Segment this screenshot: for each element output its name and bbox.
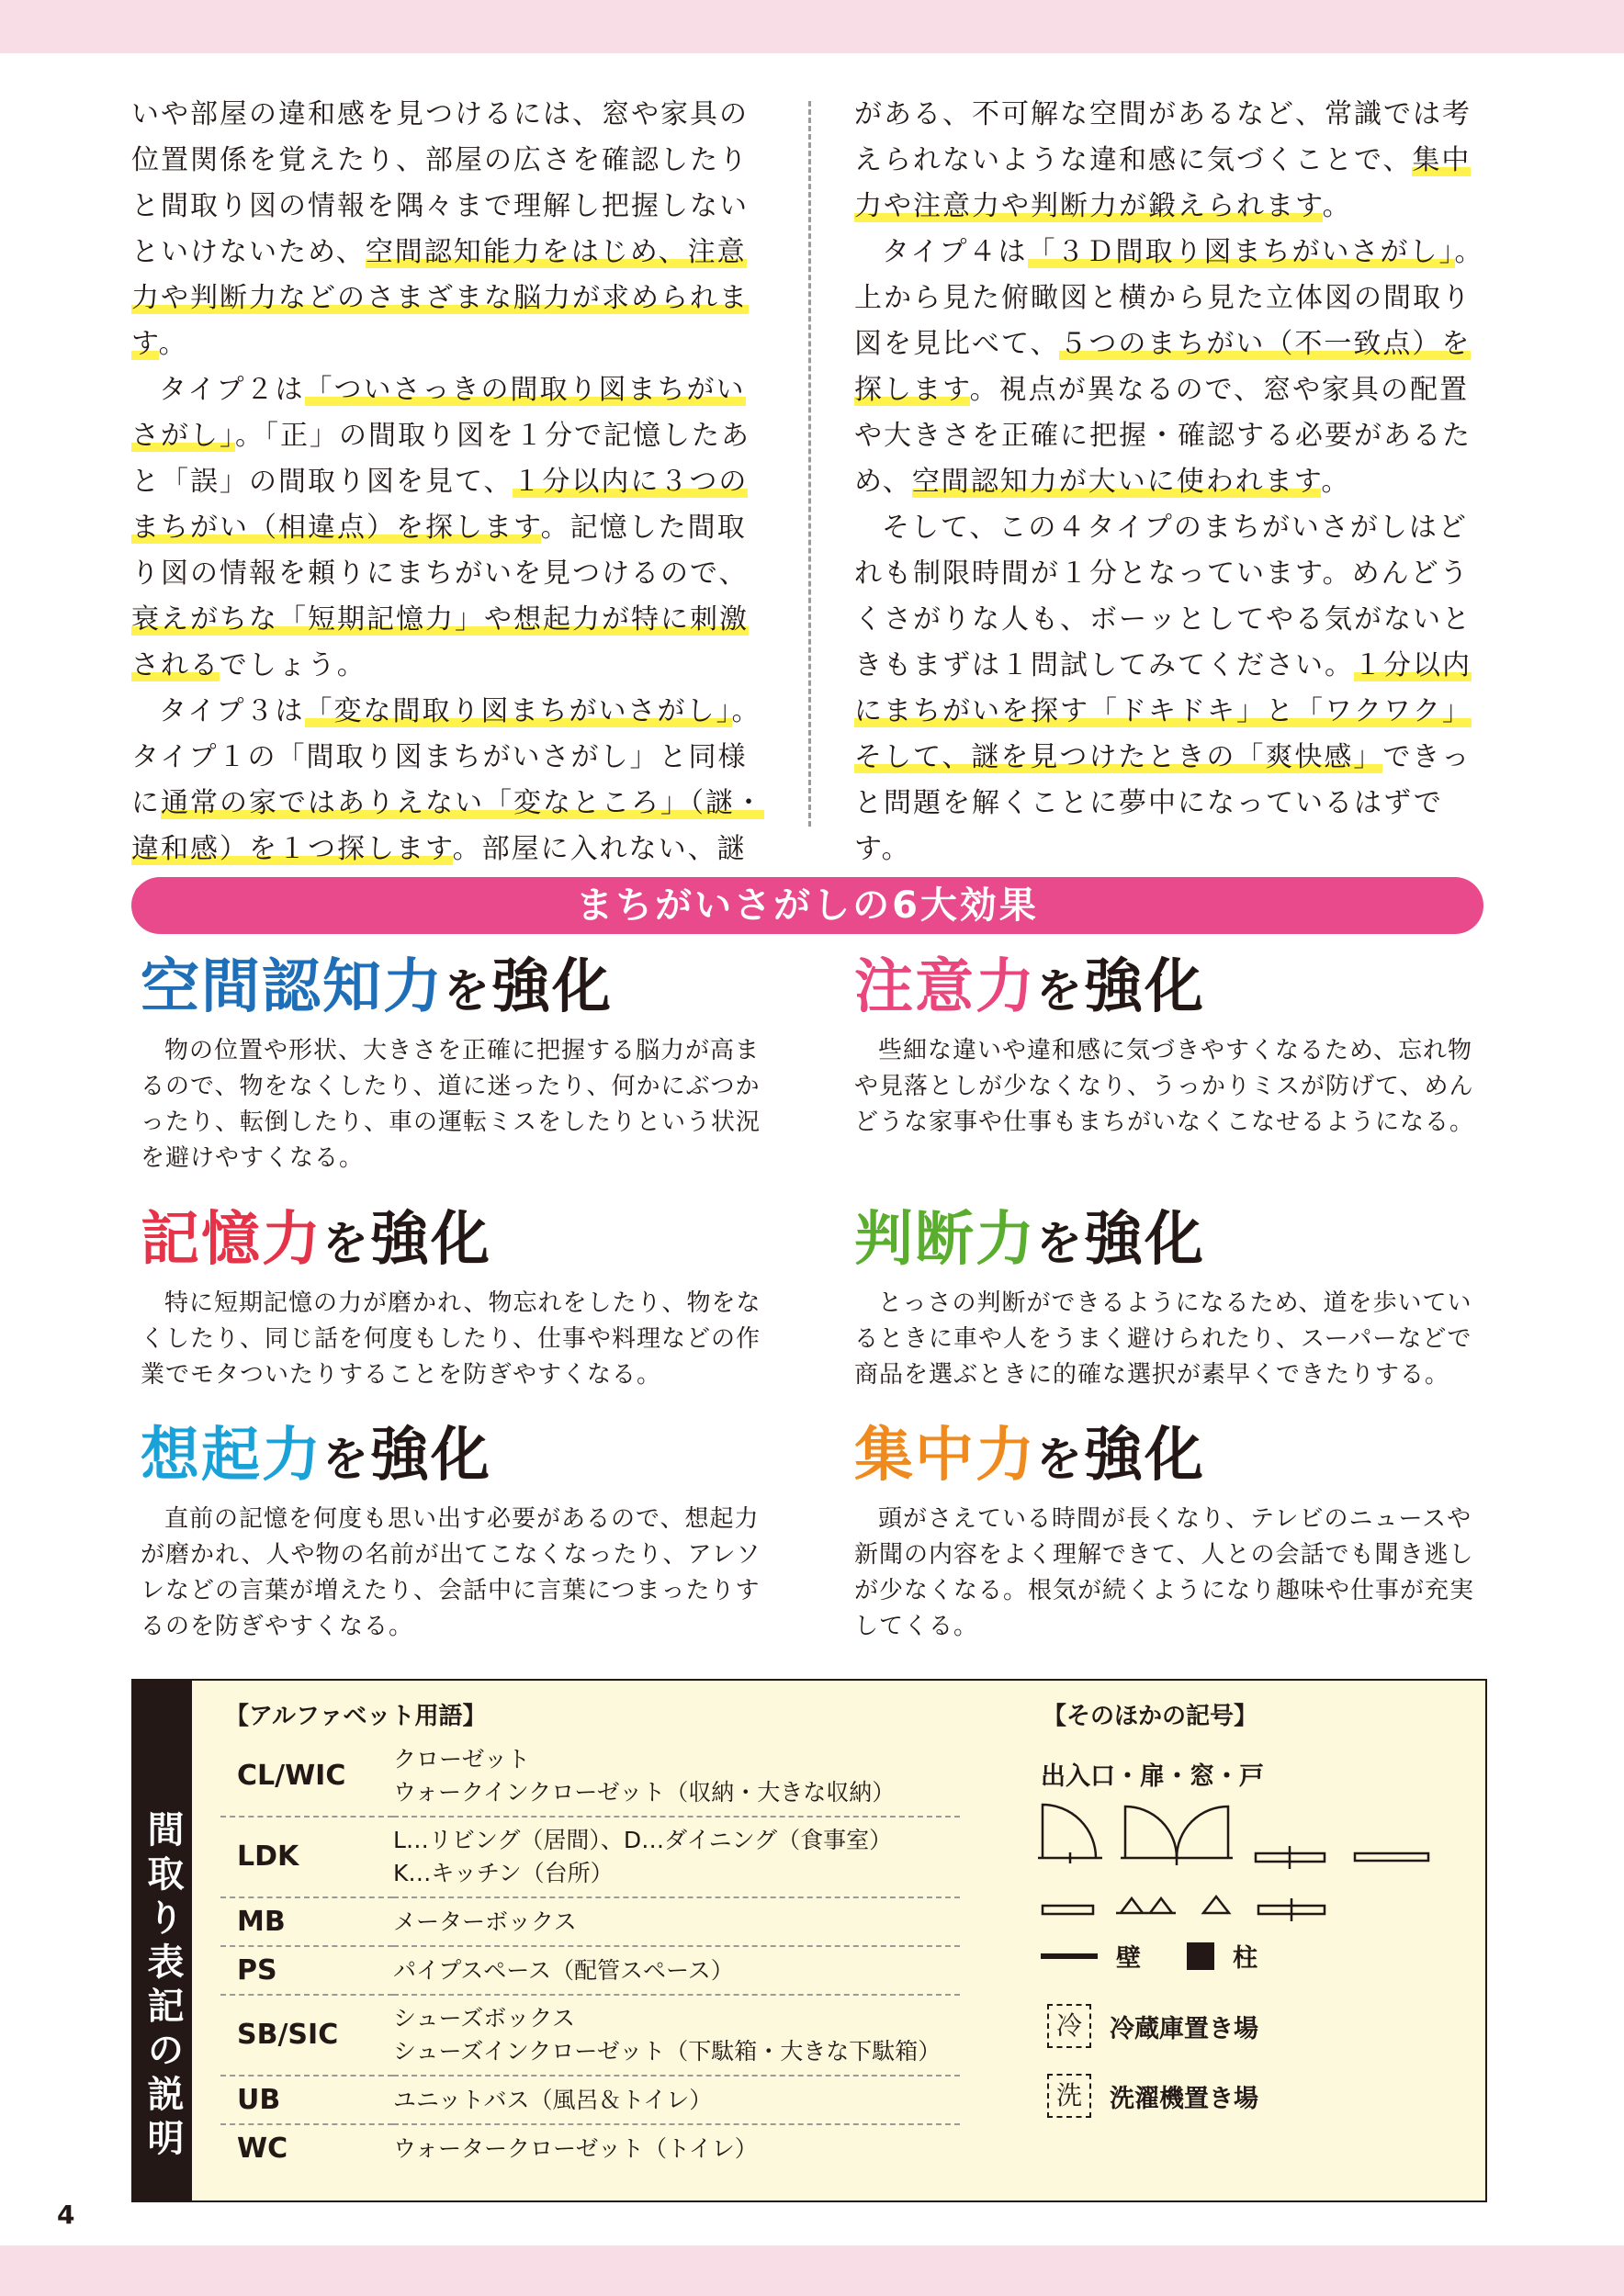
abbr-row [220, 1897, 960, 1946]
bottom-band [0, 2245, 1624, 2296]
body-text: できっと問題を解くことに夢中になっているはずです。 [854, 741, 1472, 865]
effect-spatial [141, 951, 774, 1176]
effect-title: 想起力を強化 [141, 1422, 491, 1490]
fridge-row [1047, 2004, 1258, 2048]
abbr-term: PS [220, 1946, 393, 1995]
abbr-description-line: クローゼット [393, 1745, 531, 1773]
wall-label: 壁 [1116, 1944, 1141, 1973]
abbr-description-line: パイプスペース（配管スペース） [393, 1956, 734, 1984]
highlighted-text: 集中力や注意力や判断力が鍛えられます [854, 144, 1472, 222]
body-column-left [131, 92, 765, 918]
highlighted-text: １分以内に３つのまちがい（相違点）を探します [131, 466, 749, 544]
pivot-door-icon [1203, 1896, 1229, 1913]
body-text: 。視点が異なるので、窓や家具の配置や大きさを正確に把握・確認する必要があるため、 [854, 374, 1472, 498]
abbr-row [220, 2124, 960, 2173]
abbr-term: SB/SIC [220, 1995, 393, 2076]
abbr-description [393, 1736, 960, 1817]
folding-door-icon [1121, 1898, 1172, 1913]
door-symbols [1038, 1795, 1442, 1933]
wall-icon [1041, 1953, 1098, 1959]
body-text: 。タイプ１の「間取り図まちがいさがし」と同様に [131, 695, 761, 819]
body-text: でしょう。 [219, 649, 367, 681]
abbr-term: LDK [220, 1817, 393, 1897]
effect-desc: 些細な違いや違和感に気づきやすくなるため、忘れ物や見落としが少なくなり、うっかりミスが防げて、めんどうな家事や仕事もまちがいなくこなせるようになる。 [854, 1037, 1475, 1136]
body-text: いや部屋の違和感を見つけるには、窓や家具の位置関係を覚えたり、部屋の広さを確認したりと間取り図の情報を隅々まで理解し把握しないといけないため、 [131, 98, 749, 268]
body-column-right [854, 92, 1488, 872]
body-text: 。 [1322, 190, 1352, 222]
abbr-term: UB [220, 2076, 393, 2124]
abbr-row [220, 1817, 960, 1897]
sliding-icon [1355, 1853, 1428, 1861]
abbr-row [220, 1995, 960, 2076]
body-text: タイプ４は [882, 236, 1028, 268]
body-text: 。「正」の間取り図を１分で記憶したあと「誤」の間取り図を見て、 [131, 420, 750, 498]
body-text: そして、この４タイプのまちがいさがしはどれも制限時間が１分となっています。めんどうくさがりな人も、ボーッとしてやる気がないときもまずは１問試してみてください。 [854, 512, 1472, 681]
washer-label: 洗濯機置き場 [1110, 2084, 1258, 2113]
washer-row [1047, 2074, 1258, 2118]
section-banner: まちがいさがしの6大効果 [131, 877, 1483, 934]
door-label: 出入口・扉・窓・戸 [1041, 1762, 1264, 1791]
body-paragraph [854, 230, 1488, 505]
abbr-row [220, 1946, 960, 1995]
abbr-description-line: シューズインクローゼット（下駄箱・大きな下駄箱） [393, 2038, 942, 2065]
effect-title: 判断力を強化 [854, 1206, 1205, 1274]
pillar-label: 柱 [1233, 1944, 1257, 1973]
wall-pillar-row [1041, 1938, 1257, 1974]
abbr-description-line: ウォータークローゼット（トイレ） [393, 2135, 758, 2162]
other-heading: 【そのほかの記号】 [1043, 1703, 1258, 1730]
abbr-description-line: ユニットバス（風呂＆トイレ） [393, 2086, 713, 2113]
body-text: タイプ２は [159, 374, 305, 406]
effect-title: 記憶力を強化 [141, 1206, 491, 1274]
highlighted-text: 通常の家ではありえない「変なところ」（謎・違和感）を１つ探します [131, 787, 764, 865]
effect-attention [854, 951, 1488, 1141]
highlighted-text: 「３Ｄ間取り図まちがいさがし」 [1027, 236, 1455, 268]
highlighted-text: １分以内にまちがいを探す「ドキドキ」と「ワクワク」そして、謎を見つけたときの「爽快感」 [854, 649, 1472, 773]
fridge-icon: 冷 [1047, 2004, 1091, 2048]
abbr-description-line: シューズボックス [393, 2005, 576, 2032]
body-text: タイプ３は [159, 695, 305, 727]
abbr-description [393, 1946, 960, 1995]
abbr-row [220, 1736, 960, 1817]
effect-judgment [854, 1203, 1488, 1393]
effect-desc: 特に短期記憶の力が磨かれ、物忘れをしたり、物をなくしたり、同じ話を何度もしたり、仕事や料理などの作業でモタついたりすることを防ぎやすくなる。 [141, 1289, 761, 1389]
abbr-description-line: K…キッチン（台所） [393, 1860, 614, 1886]
highlighted-text: 「変な間取り図まちがいさがし」 [304, 695, 732, 727]
abbr-term: CL/WIC [220, 1736, 393, 1817]
abbr-description [393, 1817, 960, 1897]
effect-concentration [854, 1419, 1488, 1645]
body-text: 。 [158, 328, 188, 360]
abbr-term: MB [220, 1897, 393, 1946]
effect-desc: とっさの判断ができるようになるため、道を歩いているときに車や人をうまく避けられたり、スーパーなどで商品を選ぶときに的確な選択が素早くできたりする。 [854, 1289, 1472, 1389]
legend-side-title: 間取り表記の説明 [133, 1681, 192, 2200]
body-text: 。上から見た俯瞰図と横から見た立体図の間取り図を見比べて、 [854, 236, 1484, 360]
highlighted-text: 空間認知力が大いに使われます [911, 466, 1322, 498]
abbr-description [393, 1897, 960, 1946]
effect-memory [141, 1203, 774, 1393]
body-text: 。記憶した間取り図の情報を頼りにまちがいを見つけるので、 [131, 512, 749, 590]
floorplan-legend [131, 1679, 1487, 2202]
abbr-description [393, 2124, 960, 2173]
body-text: 。 [1321, 466, 1351, 498]
top-band [0, 0, 1624, 53]
effect-title: 集中力を強化 [854, 1422, 1205, 1490]
highlighted-text: 「ついさっきの間取り図まちがいさがし」 [131, 374, 746, 452]
highlighted-text: 衰えがちな「短期記憶力」や想起力が特に刺激される [131, 603, 749, 681]
effect-recall [141, 1419, 774, 1645]
fixed-window-icon [1043, 1906, 1093, 1914]
body-paragraph [854, 92, 1488, 230]
body-paragraph [131, 92, 765, 367]
washer-icon: 洗 [1047, 2074, 1091, 2118]
abbr-description [393, 2076, 960, 2124]
abbr-description-line: L…リビング（居間）、D…ダイニング（食事室） [393, 1827, 893, 1853]
effect-desc: 物の位置や形状、大きさを正確に把握する脳力が高まるので、物をなくしたり、道に迷ったり、何かにぶつかったり、転倒したり、車の運転ミスをしたりという状況を避けやすくなる。 [141, 1037, 761, 1172]
abbr-term: WC [237, 2133, 288, 2165]
abbr-description-line: ウォークインクローゼット（収納・大きな収納） [393, 1778, 896, 1806]
fridge-label: 冷蔵庫置き場 [1110, 2014, 1258, 2043]
effect-title: 空間認知力を強化 [141, 953, 613, 1021]
abbr-table [220, 1736, 960, 2173]
abbr-description [393, 1995, 960, 2076]
body-paragraph [854, 505, 1488, 872]
abbr-row [220, 2076, 960, 2124]
page-number: 4 [57, 2200, 75, 2230]
column-divider [808, 101, 811, 827]
effect-desc: 頭がさえている時間が長くなり、テレビのニュースや新聞の内容をよく理解できて、人との会話でも聞き逃しが少なくなる。根気が続くようになり趣味や仕事が充実してくる。 [854, 1505, 1475, 1640]
effect-desc: 直前の記憶を何度も思い出す必要があるので、想起力が磨かれ、人や物の名前が出てこなくなったり、アレソレなどの言葉が増えたり、会話中に言葉につまったりするのを防ぎやすくなる。 [141, 1505, 761, 1640]
body-paragraph [131, 367, 765, 689]
effect-title: 注意力を強化 [854, 953, 1205, 1021]
alpha-heading: 【アルファベット用語】 [225, 1703, 487, 1730]
pillar-icon [1187, 1942, 1214, 1970]
double-door-icon [1125, 1806, 1228, 1858]
body-text: がある、不可解な空間があるなど、常識では考えられないような違和感に気づくことで、 [854, 98, 1472, 176]
abbr-description-line: メーターボックス [393, 1908, 577, 1935]
highlighted-text: 空間認知能力をはじめ、注意力や判断力などのさまざまな脳力が求められます [131, 236, 749, 360]
highlighted-text: ５つのまちがい（不一致点）を探します [854, 328, 1472, 406]
single-door-icon [1043, 1805, 1096, 1858]
body-text: 。部屋に入れない、謎 [452, 833, 747, 865]
